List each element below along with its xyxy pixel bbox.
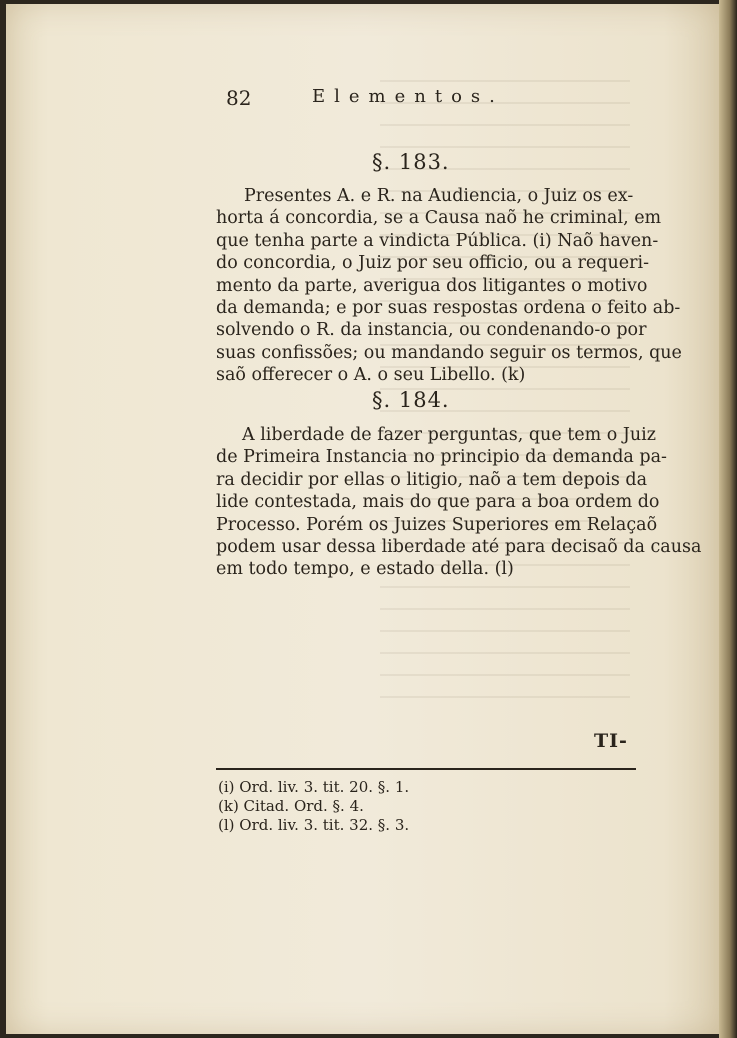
text-line: mento da parte, averigua dos litigantes o motivo <box>216 275 648 296</box>
text-line: A liberdade de fazer perguntas, que tem o Juiz <box>242 425 656 445</box>
section-paragraph <box>216 424 702 581</box>
text-line: saõ offerecer o A. o seu Libello. (k) <box>216 365 526 386</box>
footnote-rule <box>216 768 636 770</box>
footnotes <box>218 778 638 835</box>
text-line: do concordia, o Juiz por seu officio, ou a requeri- <box>216 253 649 274</box>
text-line: que tenha parte a vindicta Pública. (i) Naõ haven- <box>216 230 659 251</box>
section-heading: §. 184. <box>372 388 450 412</box>
section-heading: §. 183. <box>372 150 450 174</box>
text-line: de Primeira Instancia no principio da demanda pa- <box>216 447 667 468</box>
footnote: (i) Ord. liv. 3. tit. 20. §. 1. <box>218 778 410 796</box>
running-header-title: Elementos. <box>312 86 504 107</box>
text-line: Processo. Porém os Juizes Superiores em Relaçaõ <box>216 514 658 535</box>
text-line: horta á concordia, se a Causa naõ he criminal, em <box>216 208 662 229</box>
text-line: podem usar dessa liberdade até para decisaõ da causa <box>216 537 702 558</box>
text-line: lide contestada, mais do que para a boa ordem do <box>216 492 660 513</box>
text-line: Presentes A. e R. na Audiencia, o Juiz os ex- <box>244 186 634 206</box>
catchword: TI- <box>594 730 628 752</box>
text-line: da demanda; e por suas respostas ordena o feito ab- <box>216 298 681 319</box>
text-line: suas confissões; ou mandando seguir os termos, que <box>216 342 682 363</box>
text-line: solvendo o R. da instancia, ou condenando-o por <box>216 320 647 341</box>
text-line: em todo tempo, e estado della. (l) <box>216 559 514 580</box>
footnote: (k) Citad. Ord. §. 4. <box>218 797 364 815</box>
text-line: ra decidir por ellas o litigio, naõ a tem depois da <box>216 469 648 490</box>
footnote: (l) Ord. liv. 3. tit. 32. §. 3. <box>218 816 410 834</box>
page-number: 82 <box>226 86 252 110</box>
section-paragraph <box>216 185 682 387</box>
